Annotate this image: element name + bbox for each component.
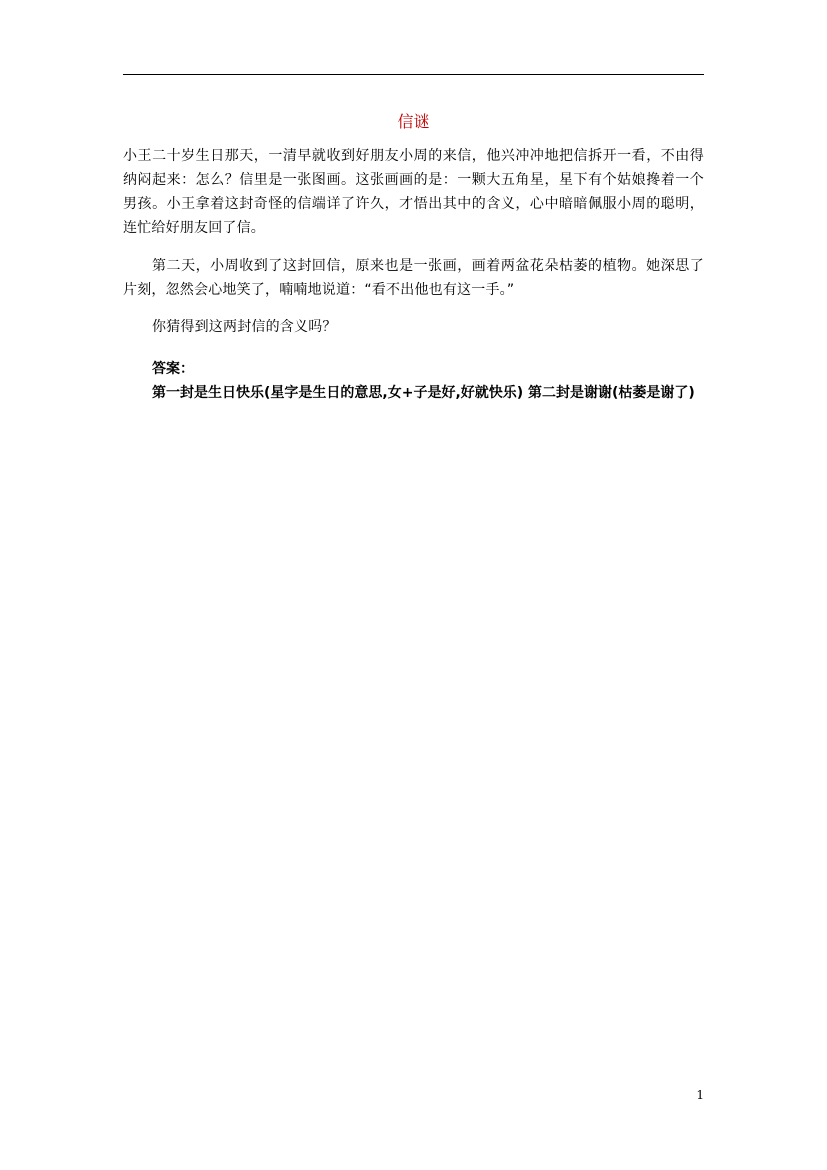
page-number: 1 [696, 1088, 704, 1102]
document-title: 信谜 [397, 112, 430, 131]
answer-label: 答案： [152, 361, 194, 377]
answer-text: 第一封是生日快乐(星字是生日的意思,女+子是好,好就快乐) 第二封是谢谢(枯萎是谢了) [152, 385, 695, 401]
header-rule [123, 74, 704, 75]
paragraph-3: 你猜得到这两封信的含义吗？ [152, 319, 337, 335]
paragraph-2: 第二天，小周收到了这封回信，原来也是一张画，画着两盆花朵枯萎的植物。她深思了片刻，忽然会心地笑了，喃喃地说道：“看不出他也有这一手。” [123, 258, 704, 298]
paragraph-1: 小王二十岁生日那天，一清早就收到好朋友小周的来信，他兴冲冲地把信拆开一看，不由得纳闷起来：怎么？信里是一张图画。这张画画的是：一颗大五角星，星下有个姑娘搀着一个男孩。小王拿着这封奇怪的信端详了许久，才悟出其中的含义，心中暗暗佩服小周的聪明，连忙给好朋友回了信。 [123, 148, 704, 236]
